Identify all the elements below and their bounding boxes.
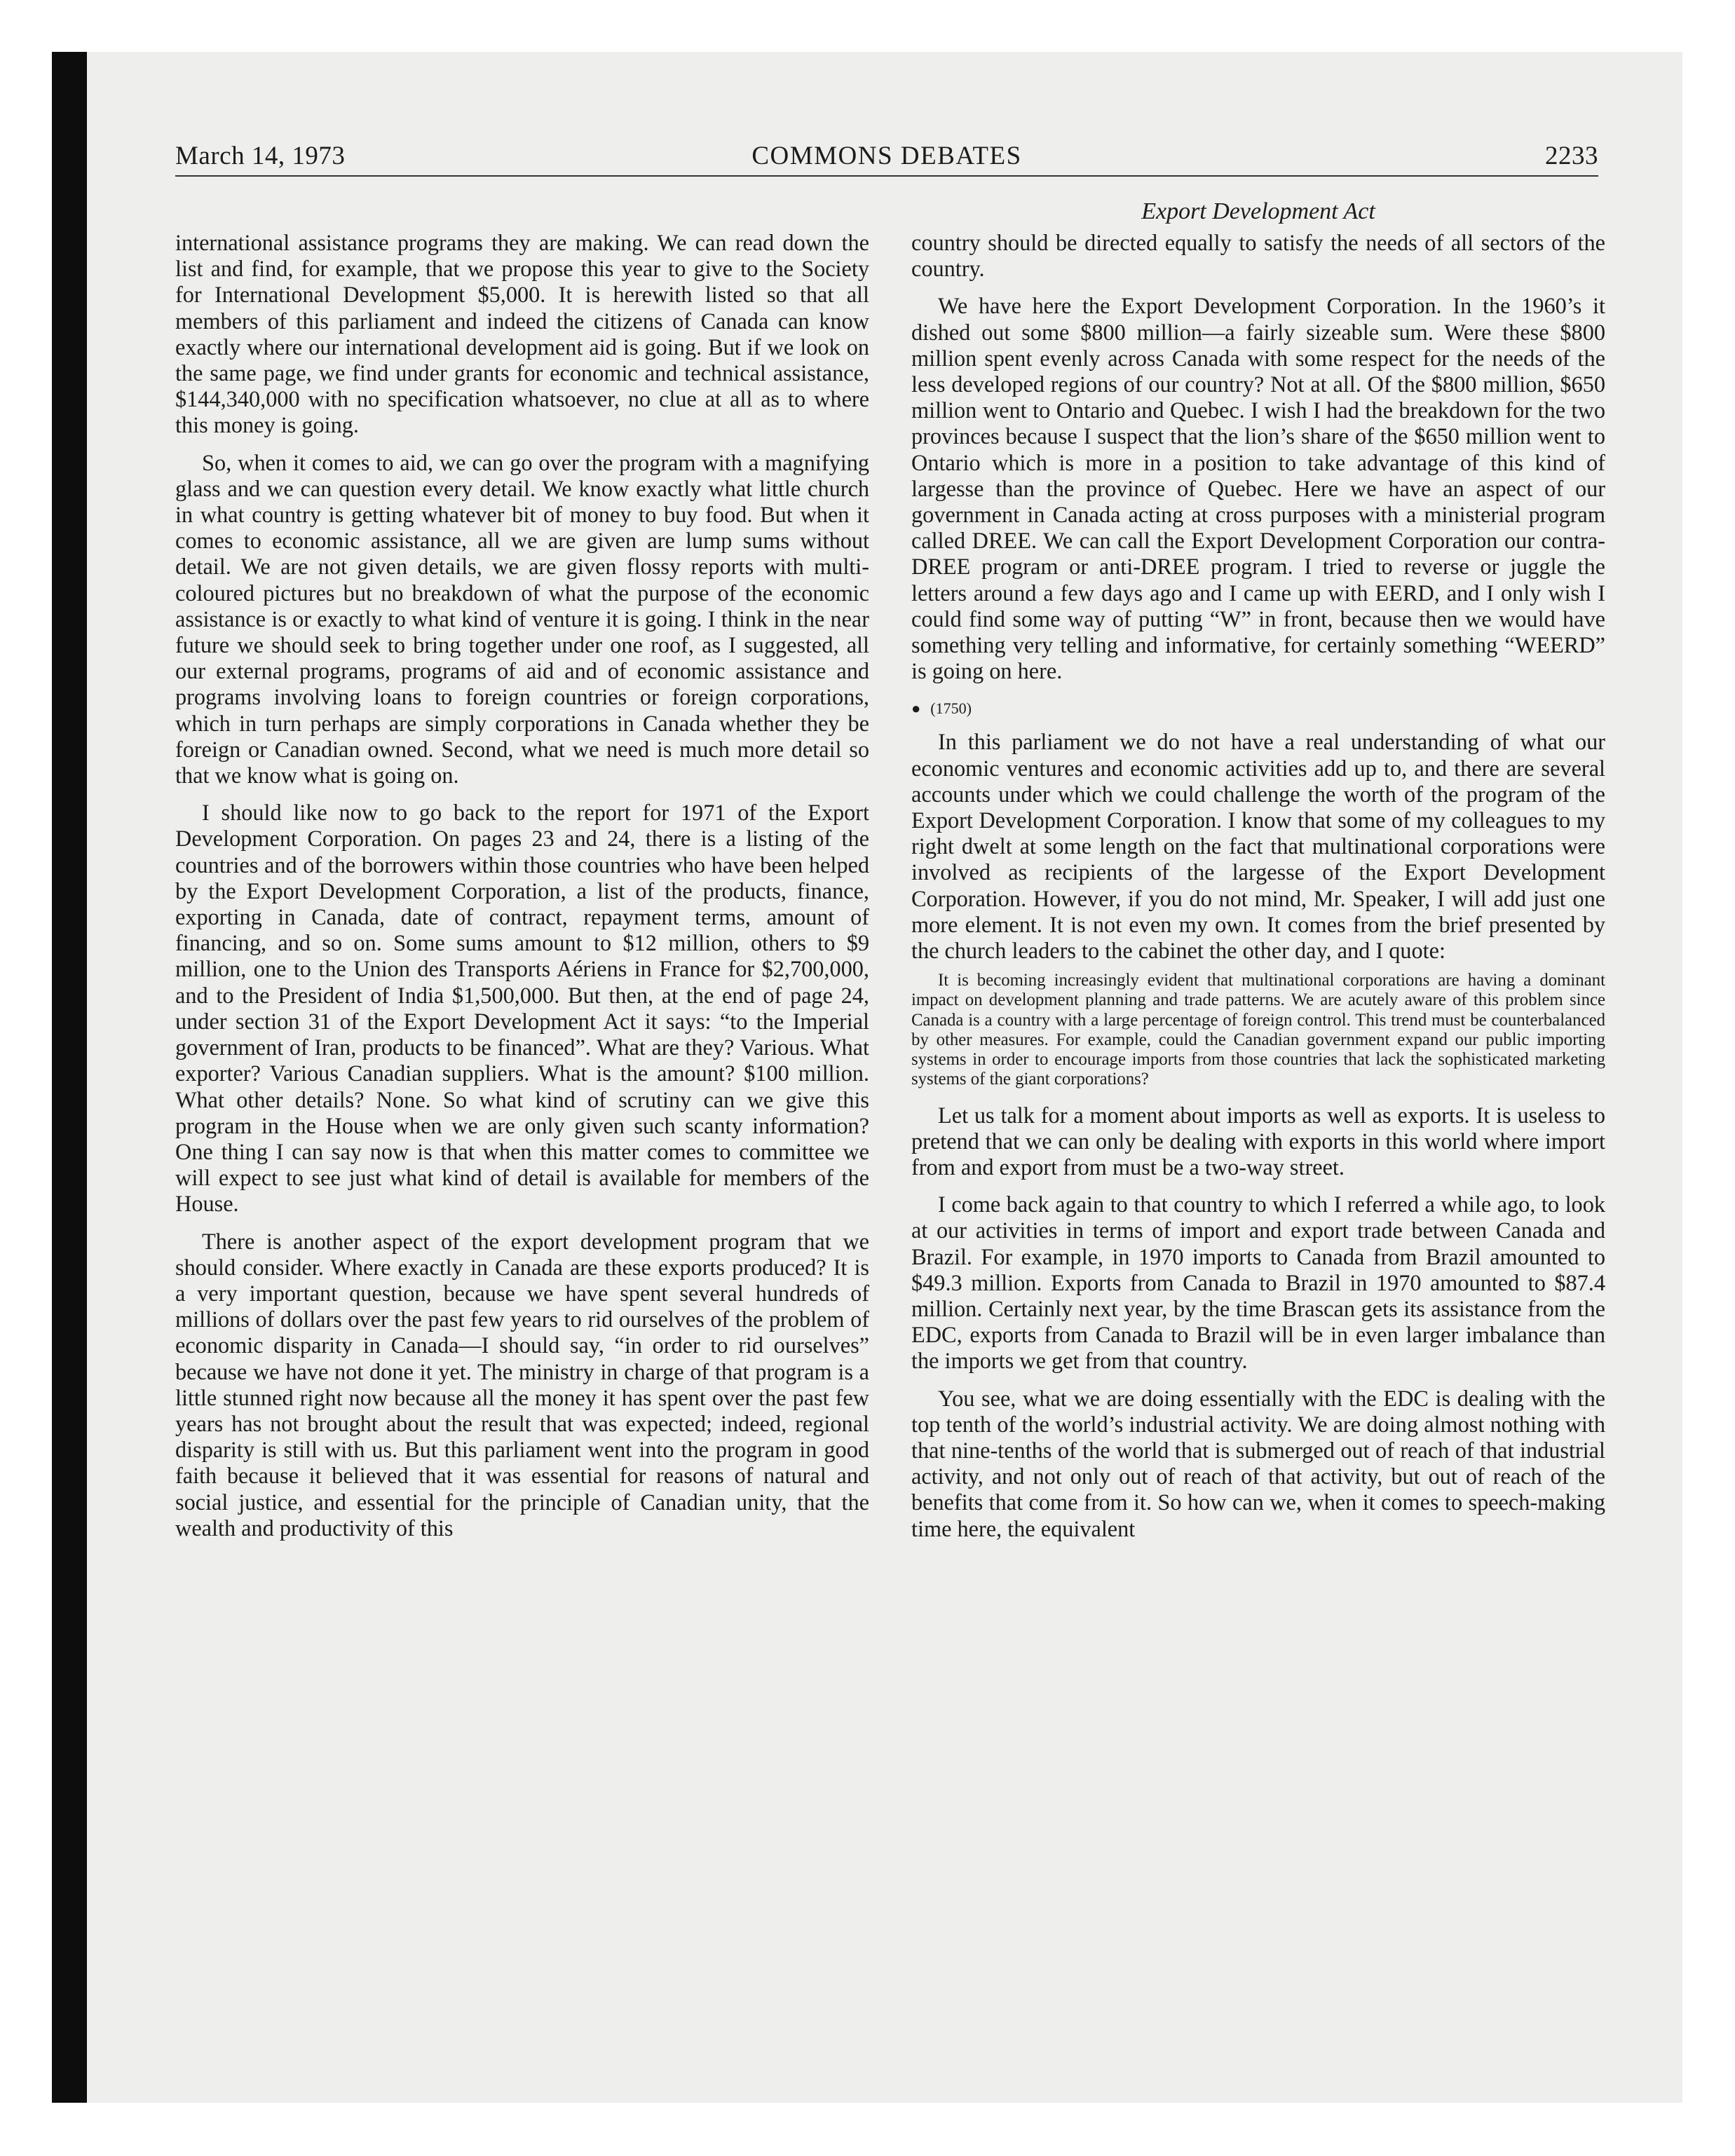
paragraph: Let us talk for a moment about imports as well as exports. It is useless to pretend that we can only be dealing with exports in this world where import from and export from must be a two-way street. — [911, 1102, 1605, 1180]
paragraph: You see, what we are doing essentially with the EDC is dealing with the top tenth of the world’s industrial activity. We are doing almost nothing with that nine-tenths of the world that is submerged out of reach of that industrial activity, and not only out of reach of that activity, but out of reach of the benefits that come from it. So how can we, when it comes to speech-making time here, the equivalent — [911, 1385, 1605, 1541]
bullet-icon: ● — [911, 700, 921, 718]
paragraph: international assistance programs they are making. We can read down the list and find, for example, that we propose this year to give to the Society for International Development $5,000. It is herewith listed so that all members of this parliament and indeed the citizens of Canada can know exactly where our international development aid is going. But if we look on the same page, we find under grants for economic and technical assistance, $144,340,000 with no specification whatsoever, no clue at all as to where this money is going. — [175, 230, 869, 438]
page-number: 2233 — [1545, 142, 1598, 170]
block-quote: It is becoming increasingly evident that multinational corporations are having a dominant impact on development planning and trade patterns. We are acutely aware of this problem since Canada is a country with a large percentage of foreign control. This trend must be counterbalanced by other measures. For example, could the Canadian government expand our public importing systems in order to encourage imports from those countries that lack the sophisticated marketing systems of the giant corporations? — [911, 971, 1605, 1089]
paragraph: There is another aspect of the export development program that we should consider. Where exactly in Canada are these exports produced? It is a very important question, because we have spent several hundreds of millions of dollars over the past few years to rid ourselves of the problem of economic disparity in Canada—I should say, “in order to rid ourselves” because we have not done it yet. The ministry in charge of that program is a little stunned right now because all the money it has spent over the past few years has not brought about the result that was expected; indeed, regional disparity is still with us. But this parliament went into the program in good faith because it believed that it was essential for reasons of natural and social justice, and essential for the principle of Canadian unity, that the wealth and productivity of this — [175, 1228, 869, 1541]
paragraph: We have here the Export Development Corporation. In the 1960’s it dished out some $800 million—a fairly sizeable sum. Were these $800 million spent evenly across Canada with some respect for the needs of the less developed regions of our country? Not at all. Of the $800 million, $650 million went to Ontario and Quebec. I wish I had the breakdown for the two provinces because I suspect that the lion’s share of the $650 million went to Ontario which is more in a position to take advantage of this kind of largesse than the province of Quebec. Here we have an aspect of our government in Canada acting at cross purposes with a ministerial program called DREE. We can call the Export Development Corporation our contra-DREE program or anti-DREE program. I tried to reverse or juggle the letters around a few days ago and I came up with EERD, and I only wish I could find some way of putting “W” in front, because then we would have something very telling and informative, for certainly something “WEERD” is going on here. — [911, 293, 1605, 684]
header-date: March 14, 1973 — [175, 142, 346, 170]
left-column — [175, 230, 869, 1541]
paragraph: I come back again to that country to which I referred a while ago, to look at our activities in terms of import and export trade between Canada and Brazil. For example, in 1970 imports to Canada from Brazil amounted to $49.3 million. Exports from Canada to Brazil in 1970 amounted to $87.4 million. Certainly next year, by the time Brascan gets its assistance from the EDC, exports from Canada to Brazil will be in even larger imbalance than the imports we get from that country. — [911, 1192, 1605, 1374]
page-header — [175, 139, 1598, 177]
paragraph: I should like now to go back to the report for 1971 of the Export Development Corporation. On pages 23 and 24, there is a listing of the countries and of the borrowers within those countries who have been helped by the Export Development Corporation, a list of the products, finance, exporting in Canada, date of contract, repayment terms, amount of financing, and so on. Some sums amount to $12 million, others to $9 million, one to the Union des Transports Aériens in France for $2,700,000, and to the President of India $1,500,000. But then, at the end of page 24, under section 31 of the Export Development Act it says: “to the Imperial government of Iran, products to be financed”. What are they? Various. What exporter? Various Canadian suppliers. What is the amount? $100 million. What other details? None. So what kind of scrutiny can we give this program in the House when we are only given such scanty information? One thing I can say now is that when this matter comes to committee we will expect to see just what kind of detail is available for members of the House. — [175, 800, 869, 1217]
binding-edge — [52, 52, 87, 2103]
right-column — [911, 198, 1605, 1542]
paragraph: In this parliament we do not have a real understanding of what our economic ventures and economic activities add up to, and there are several accounts under which we could challenge the worth of the program of the Export Development Corporation. I know that some of my colleagues to my right dwelt at some length on the fact that multinational corporations were involved as recipients of the largesse of the Export Development Corporation. However, if you do not mind, Mr. Speaker, I will add just one more element. It is not even my own. It comes from the brief presented by the church leaders to the cabinet the other day, and I quote: — [911, 729, 1605, 964]
paragraph: country should be directed equally to satisfy the needs of all sectors of the country. — [911, 230, 1605, 282]
header-title: COMMONS DEBATES — [751, 142, 1022, 170]
time-marker — [911, 698, 1605, 719]
paragraph: So, when it comes to aid, we can go over the program with a magnifying glass and we can question every detail. We know exactly what little church in what country is getting whatever bit of money to buy food. But when it comes to economic assistance, all we are given are lump sums without detail. We are not given details, we are given flossy reports with multi-coloured pictures but no breakdown of what the purpose of the economic assistance is or exactly to what kind of venture it is going. I think in the near future we should seek to bring together under one roof, as I suggested, all our external programs, programs of aid and of economic assistance and programs involving loans to foreign countries or foreign corporations, which in turn perhaps are simply corporations in Canada whether they be foreign or Canadian owned. Second, what we need is much more detail so that we know what is going on. — [175, 449, 869, 789]
running-head: Export Development Act — [1141, 198, 1375, 224]
time-marker-label: (1750) — [930, 700, 972, 718]
